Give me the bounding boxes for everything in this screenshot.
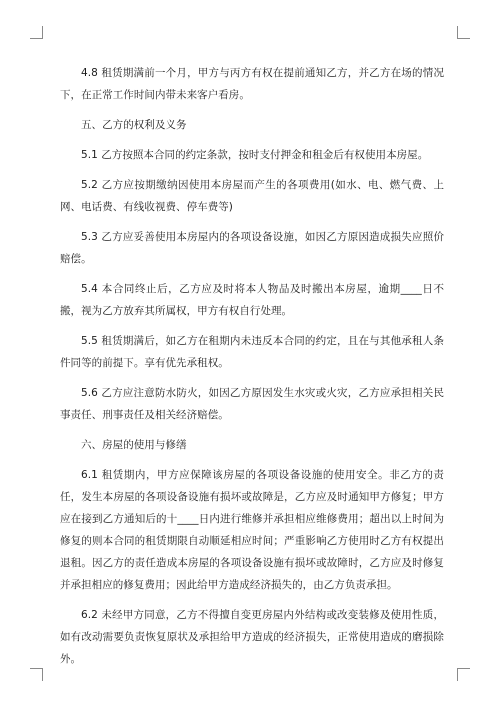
clause-5-3: 5.3 乙方应妥善使用本房屋内的各项设备设施，如因乙方原因造成损失应照价赔偿。 bbox=[60, 231, 444, 265]
clause-5-5: 5.5 租赁期满后，如乙方在租期内未违反本合同的约定，且在与其他承租人条件同等的前提下。享有优先承租权。 bbox=[60, 335, 444, 369]
crop-mark-bottom-left bbox=[30, 668, 43, 681]
clause-5-1: 5.1 乙方按照本合同的约定条款，按时支付押金和租金后有权使用本房屋。 bbox=[81, 149, 429, 161]
clause-6-2: 6.2 未经甲方同意，乙方不得擅自变更房屋内外结构或改变装修及使用性质，如有改动需要负责恢复原状及承担给甲方造成的经济损失，正常使用造成的磨损除外。 bbox=[60, 609, 444, 665]
clause-5-4: 5.4 本合同终止后，乙方应及时将本人物品及时搬出本房屋，逾期____日不搬，视为乙方放弃其所属权，甲方有权自行处理。 bbox=[60, 283, 444, 317]
crop-mark-top-left bbox=[30, 26, 43, 39]
section-heading-5: 五、乙方的权利及义务 bbox=[81, 119, 187, 131]
crop-mark-top-right bbox=[457, 26, 470, 39]
clause-5-2: 5.2 乙方应按期缴纳因使用本房屋而产生的各项费用(如水、电、燃气费、上网、电话费、有线收视费、停车费等) bbox=[60, 179, 444, 213]
clause-5-6: 5.6 乙方应注意防水防火，如因乙方原因发生水灾或火灾，乙方应承担相关民事责任、刑事责任及相关经济赔偿。 bbox=[60, 387, 444, 421]
clause-6-1: 6.1 租赁期内，甲方应保障该房屋的各项设备设施的使用安全。非乙方的责任，发生本房屋的各项设备设施有损坏或故障是，乙方应及时通知甲方修复；甲方应在接到乙方通知后的十____日内进行维修并承担相应维修费用；超出以上时间为修复的则本合同的租赁期限自动顺延相应时间；严重影响乙方使用时乙方有权提出退租。因乙方的责任造成本房屋的各项设备设施有损坏或故障时，乙方应及时修复并承担相应的修复费用；因此给甲方造成经济损失的，由乙方负责承担。 bbox=[60, 469, 444, 591]
document-body bbox=[60, 62, 444, 678]
crop-mark-bottom-right bbox=[457, 668, 470, 681]
clause-4-8: 4.8 租赁期满前一个月，甲方与丙方有权在提前通知乙方，并乙方在场的情况下，在正常工作时间内带未来客户看房。 bbox=[60, 67, 444, 101]
section-heading-6: 六、房屋的使用与修缮 bbox=[81, 439, 187, 451]
